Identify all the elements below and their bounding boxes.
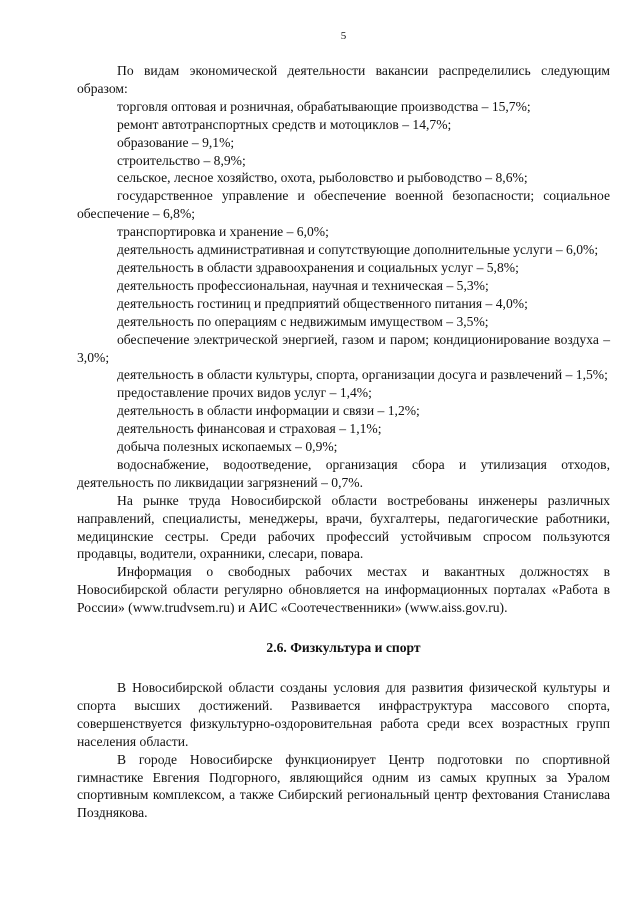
- list-item: образование – 9,1%;: [117, 134, 235, 150]
- paragraph-sport-conditions: В Новосибирской области созданы условия для развития физической культуры и спорта высших достижений. Развивается инфраструктура массового спорта, совершенствуется физкультурно-оздоровительная работа среди всех возрастных групп населения области.: [77, 680, 610, 749]
- list-item: деятельность в области здравоохранения и социальных услуг – 5,8%;: [117, 259, 519, 275]
- list-item: водоснабжение, водоотведение, организация сбора и утилизация отходов, деятельность по ликвидации загрязнений – 0,7%.: [77, 456, 610, 490]
- list-item: деятельность в области культуры, спорта, организации досуга и развлечений – 1,5%;: [117, 367, 608, 383]
- section-heading: 2.6. Физкультура и спорт: [266, 640, 421, 656]
- list-item: строительство – 8,9%;: [117, 152, 246, 168]
- list-item: сельское, лесное хозяйство, охота, рыболовство и рыбоводство – 8,6%;: [117, 170, 528, 186]
- list-item: деятельность профессиональная, научная и техническая – 5,3%;: [117, 277, 489, 293]
- paragraph-sport-centers: В городе Новосибирске функционирует Центр подготовки по спортивной гимнастике Евгения Подгорного, являющийся одним из самых крупных за Уралом спортивным комплексом, а также Сибирский региональный центр фехтования Станислава Позднякова.: [77, 751, 610, 821]
- list-item: обеспечение электрической энергией, газом и паром; кондиционирование воздуха – 3,0%;: [77, 331, 610, 365]
- list-item: деятельность гостиниц и предприятий общественного питания – 4,0%;: [117, 295, 528, 311]
- list-item: государственное управление и обеспечение военной безопасности; социальное обеспечение – 6,8%;: [77, 188, 610, 222]
- list-item: деятельность в области информации и связи – 1,2%;: [117, 403, 420, 419]
- page-number: 5: [340, 30, 347, 42]
- list-item: деятельность финансовая и страховая – 1,1%;: [117, 421, 382, 437]
- list-item: транспортировка и хранение – 6,0%;: [117, 224, 329, 240]
- paragraph-intro: По видам экономической деятельности вакансии распределились следующим образом:: [77, 63, 610, 96]
- list-item: ремонт автотранспортных средств и мотоциклов – 14,7%;: [117, 116, 452, 132]
- list-item: предоставление прочих видов услуг – 1,4%;: [117, 385, 372, 401]
- list-item: добыча полезных ископаемых – 0,9%;: [117, 439, 338, 455]
- list-item: деятельность административная и сопутствующие дополнительные услуги – 6,0%;: [117, 242, 599, 258]
- list-item: торговля оптовая и розничная, обрабатывающие производства – 15,7%;: [117, 98, 531, 114]
- paragraph-labor-market: На рынке труда Новосибирской области востребованы инженеры различных направлений, специалисты, менеджеры, врачи, бухгалтеры, педагогические работники, медицинские сестры. Среди рабочих профессий устойчивым спросом пользуются продавцы, водители, охранники, слесари, повара.: [77, 492, 610, 562]
- paragraph-vacancy-info: Информация о свободных рабочих местах и вакантных должностях в Новосибирской области регулярно обновляется на информационных порталах «Работа в России» (www.trudvsem.ru) и АИС «Соотечественники» (www.aiss.gov.ru).: [77, 564, 610, 616]
- list-item: деятельность по операциям с недвижимым имуществом – 3,5%;: [117, 313, 489, 329]
